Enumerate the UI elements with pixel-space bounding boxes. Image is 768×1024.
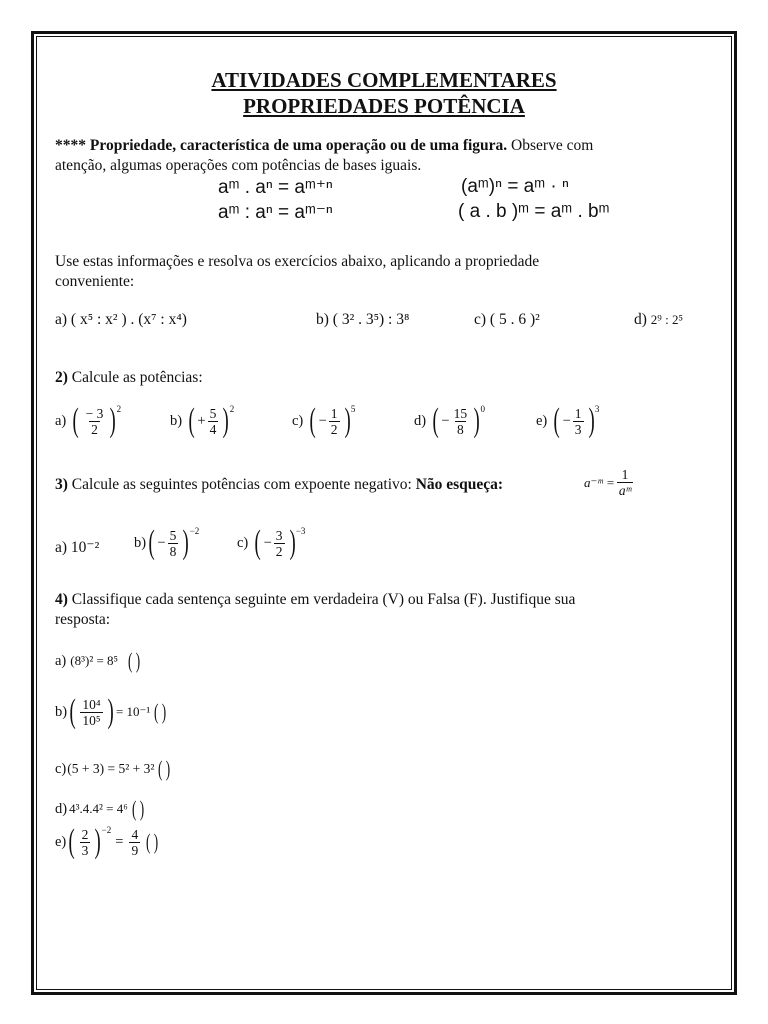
right-paren: ) (473, 402, 480, 439)
item-label: a) (55, 539, 68, 556)
answer-box[interactable]: ( ) (128, 648, 141, 673)
fraction (452, 406, 470, 437)
exercise2-text: Calcule as potências: (71, 369, 203, 386)
sign: − (318, 412, 327, 429)
answer-box[interactable]: ( ) (154, 699, 167, 724)
property-quotient: aᵐ : aⁿ = aᵐ⁻ⁿ (218, 202, 333, 223)
left-paren: ( (68, 823, 76, 860)
sign: − (441, 412, 450, 429)
fraction (274, 528, 285, 559)
item-label: c) (474, 311, 487, 328)
exercise4-text: Classifique cada sentença seguinte em verdadeira (V) ou Falsa (F). Justifique sua (71, 591, 576, 608)
denominator: 10⁵ (82, 712, 101, 728)
sign: − (562, 412, 571, 429)
exercise4-item-e (55, 825, 162, 859)
right-paren: ) (588, 402, 595, 439)
item-label: d) (634, 311, 647, 328)
item-expression: (5 + 3) = 5² + 3² (67, 761, 155, 776)
numerator: 5 (209, 405, 217, 421)
denominator: 8 (169, 543, 177, 559)
exercise3-instruction (55, 474, 503, 495)
denominator: 2 (330, 421, 338, 437)
fraction (573, 406, 584, 437)
numerator: 10⁴ (82, 696, 101, 712)
item-label: d) (414, 412, 427, 429)
left-paren: ( (69, 693, 76, 730)
right-paren: ) (182, 524, 190, 561)
numerator: − 3 (85, 405, 104, 421)
intro-stars: **** (55, 137, 86, 154)
denominator: 8 (456, 421, 464, 437)
left-paren: ( (254, 524, 262, 561)
item-expression: ( x⁵ : x² ) . (x⁷ : x⁴) (70, 311, 187, 328)
item-label: b) (55, 703, 68, 720)
exercise4-item-a (55, 650, 144, 672)
item-label: c) (292, 412, 304, 429)
exercise1-instruction-line-2: conveniente: (55, 273, 135, 290)
fraction (80, 827, 91, 858)
property-product: aᵐ . aⁿ = aᵐ⁺ⁿ (218, 177, 333, 198)
exercise1-instruction-line-1: Use estas informações e resolva os exercícios abaixo, aplicando a propriedade (55, 253, 540, 270)
fraction (329, 406, 340, 437)
numerator: 2 (81, 826, 89, 842)
numerator: 15 (453, 405, 468, 421)
left-paren: ( (553, 402, 561, 439)
exercise2-item-e (536, 404, 599, 438)
denominator: 3 (81, 842, 89, 858)
title-line-1: ATIVIDADES COMPLEMENTARES (211, 68, 557, 92)
exercise1-item-d (634, 309, 683, 330)
exercise3-item-b (134, 526, 199, 560)
item-label: c) (237, 534, 249, 551)
negative-exponent-rule (584, 467, 635, 498)
item-label: b) (316, 311, 329, 328)
exponent: −2 (189, 526, 200, 536)
exercise2-item-d (414, 404, 485, 438)
exponent: −3 (295, 526, 306, 536)
item-expression: 10⁻² (70, 539, 100, 556)
exponent: 0 (480, 404, 485, 414)
exercise1-item-b (316, 309, 409, 330)
title-line-2: PROPRIEDADES POTÊNCIA (243, 94, 525, 118)
equals-sign: = (115, 833, 124, 850)
denominator: 3 (574, 421, 582, 437)
exercise2-item-b (170, 404, 234, 438)
item-label: c) (55, 760, 67, 777)
exercise2-item-a (55, 404, 121, 438)
sign: − (263, 534, 272, 551)
numerator: 1 (574, 405, 582, 421)
sign: − (157, 534, 166, 551)
denominator: 2 (275, 543, 283, 559)
left-paren: ( (72, 402, 80, 439)
item-expression: 4³.4.4² = 4⁶ (69, 801, 128, 816)
exponent: −2 (101, 825, 112, 835)
exponent: 2 (116, 404, 122, 414)
denominator: 4 (209, 421, 217, 437)
fraction (208, 406, 219, 437)
denominator: 9 (131, 842, 139, 858)
answer-box[interactable]: ( ) (158, 756, 171, 781)
rule-fraction (617, 467, 633, 498)
item-expression: ( 3² . 3⁵) : 3⁸ (332, 311, 410, 328)
exercise1-item-c (474, 309, 540, 330)
numerator: 1 (621, 467, 629, 482)
exercise3-item-c (237, 526, 305, 560)
answer-box[interactable]: ( ) (146, 829, 159, 854)
item-label: a) (55, 652, 67, 669)
item-label: b) (134, 534, 147, 551)
left-paren: ( (432, 402, 439, 439)
exercise2-item-c (292, 404, 355, 438)
item-label: e) (536, 412, 548, 429)
sign: + (197, 412, 206, 429)
numerator: 3 (275, 527, 283, 543)
exercise4-item-b (55, 695, 170, 729)
left-paren: ( (148, 524, 155, 561)
exercise2-instruction (55, 367, 203, 388)
right-paren: ) (344, 402, 351, 439)
exponent: 3 (594, 404, 600, 414)
exercise4-item-d (55, 798, 148, 820)
intro-text: Observe com (511, 137, 594, 154)
item-label: a) (55, 311, 68, 328)
rule-lhs: a⁻ᵐ = (584, 474, 615, 490)
item-label: b) (170, 412, 183, 429)
intro-bold-text: Propriedade, característica de uma operação ou de uma figura. (89, 137, 508, 154)
fraction (84, 406, 106, 437)
exercise4-item-c (55, 758, 175, 780)
exercise4-instruction-line-1 (55, 589, 714, 610)
exercise3-reminder: Não esqueça: (415, 476, 504, 493)
exercise3-item-a (55, 537, 99, 558)
right-paren: ) (107, 693, 114, 730)
left-paren: ( (188, 402, 195, 439)
intro-line-1 (55, 135, 593, 156)
fraction (80, 697, 102, 728)
exercise4-number: 4) (55, 591, 68, 608)
item-label: a) (55, 412, 67, 429)
answer-box[interactable]: ( ) (131, 796, 144, 821)
property-power-of-power: (aᵐ)ⁿ = aᵐ · ⁿ (461, 176, 569, 197)
item-label: d) (55, 800, 68, 817)
right-paren: ) (289, 524, 296, 561)
exercise3-text: Calcule as seguintes potências com expoente negativo: (71, 476, 412, 493)
denominator: 2 (91, 421, 98, 437)
rhs-fraction (129, 827, 140, 858)
numerator: 5 (169, 527, 177, 543)
item-rhs: = 10⁻¹ (115, 704, 151, 719)
numerator: 1 (330, 405, 338, 421)
left-paren: ( (309, 402, 317, 439)
exercise4-instruction-line-2: resposta: (55, 611, 111, 628)
item-expression: 2⁹ : 2⁵ (650, 312, 683, 327)
exercise3-number: 3) (55, 476, 68, 493)
intro-line-2: atenção, algumas operações com potências de bases iguais. (55, 157, 422, 174)
fraction (168, 528, 179, 559)
property-power-of-product: ( a . b )ᵐ = aᵐ . bᵐ (458, 201, 610, 222)
right-paren: ) (109, 402, 117, 439)
right-paren: ) (94, 823, 102, 860)
exercise2-number: 2) (55, 369, 68, 386)
numerator: 4 (131, 826, 139, 842)
exponent: 2 (229, 404, 235, 414)
exponent: 5 (350, 404, 356, 414)
item-label: e) (55, 833, 67, 850)
exercise1-item-a (55, 309, 187, 330)
denominator: aᵐ (618, 483, 632, 498)
item-expression: (8³)² = 8⁵ (70, 653, 119, 668)
item-expression: ( 5 . 6 )² (489, 311, 540, 328)
right-paren: ) (222, 402, 230, 439)
